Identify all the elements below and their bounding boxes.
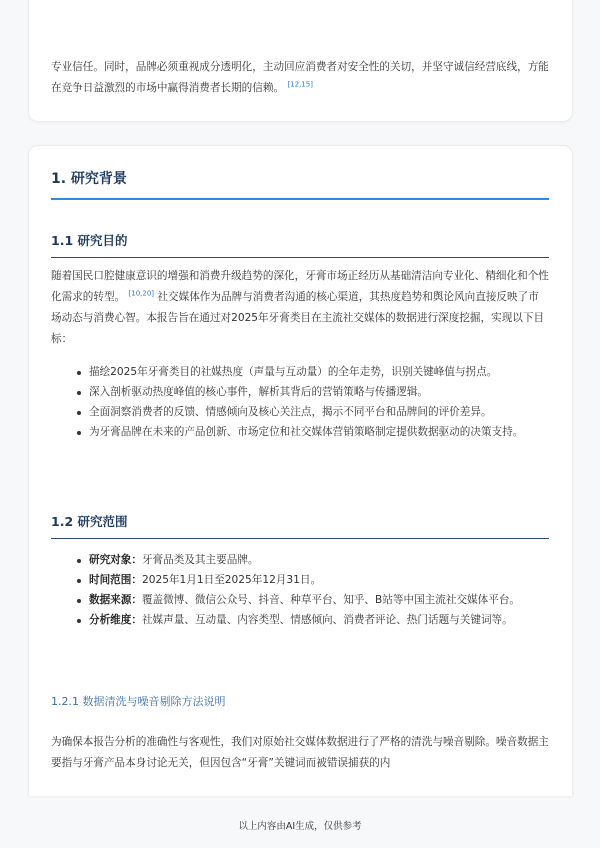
purpose-text-a: 随着国民口腔健康意识的增强和消费升级趋势的深化，牙膏市场正经历从基础清洁向专业化、精细化和个性化需求的转型。 <box>51 270 549 303</box>
intro-text: 专业信任。同时，品牌必须重视成分透明化，主动回应消费者对安全性的关切，并坚守诚信经营底线，方能在竞争日益激烈的市场中赢得消费者长期的信赖。 <box>51 61 549 94</box>
list-item: 深入剖析驱动热度峰值的核心事件，解析其背后的营销策略与传播逻辑。 <box>75 384 549 401</box>
section-title-1: 1. 研究背景 <box>51 168 549 200</box>
purpose-citation[interactable]: [10,20] <box>128 289 155 298</box>
scope-list <box>75 552 549 632</box>
scope-value: 2025年1月1日至2025年12月31日。 <box>141 574 322 586</box>
cleaning-paragraph: 为确保本报告分析的准确性与客观性，我们对原始社交媒体数据进行了严格的清洗与噪音剔除。噪音数据主要指与牙膏产品本身讨论无关，但因包含“牙膏”关键词而被错误捕获的内 <box>51 736 549 769</box>
intro-citation[interactable]: [12,15] <box>287 80 313 89</box>
content-card <box>28 145 573 796</box>
intro-paragraph <box>51 57 549 99</box>
list-item: 描绘2025年牙膏类目的社媒热度（声量与互动量）的全年走势，识别关键峰值与拐点。 <box>75 364 549 381</box>
scope-value: 覆盖微博、微信公众号、抖音、种草平台、知乎、B站等中国主流社交媒体平台。 <box>141 594 521 606</box>
intro-card <box>28 0 573 122</box>
purpose-paragraph <box>51 266 549 350</box>
list-item <box>75 592 549 609</box>
scope-label: 研究对象： <box>89 554 142 566</box>
purpose-text-b: 社交媒体作为品牌与消费者沟通的核心渠道，其热度趋势和舆论风向直接反映了市场动态与消费心智。本报告旨在通过对2025年牙膏类目在主流社交媒体的数据进行深度挖掘，实现以下目标： <box>51 291 545 345</box>
purpose-list <box>75 364 549 444</box>
section-title-1-1: 1.1 研究目的 <box>51 231 549 258</box>
scope-value: 牙膏品类及其主要品牌。 <box>141 554 259 566</box>
list-item <box>75 572 549 589</box>
scope-value: 社媒声量、互动量、内容类型、情感倾向、消费者评论、热门话题与关键词等。 <box>141 614 513 626</box>
list-item <box>75 552 549 569</box>
scope-label: 分析维度： <box>89 614 142 626</box>
ai-disclaimer: 以上内容由AI生成，仅供参考 <box>238 821 362 832</box>
list-item: 为牙膏品牌在未来的产品创新、市场定位和社交媒体营销策略制定提供数据驱动的决策支持。 <box>75 424 549 441</box>
list-item: 全面洞察消费者的反馈、情感倾向及核心关注点，揭示不同平台和品牌间的评价差异。 <box>75 404 549 421</box>
list-item <box>75 612 549 629</box>
scope-label: 数据来源： <box>89 594 142 606</box>
section-title-1-2: 1.2 研究范围 <box>51 512 549 539</box>
scope-label: 时间范围： <box>89 574 142 586</box>
section-title-1-2-1: 1.2.1 数据清洗与噪音剔除方法说明 <box>51 695 226 708</box>
